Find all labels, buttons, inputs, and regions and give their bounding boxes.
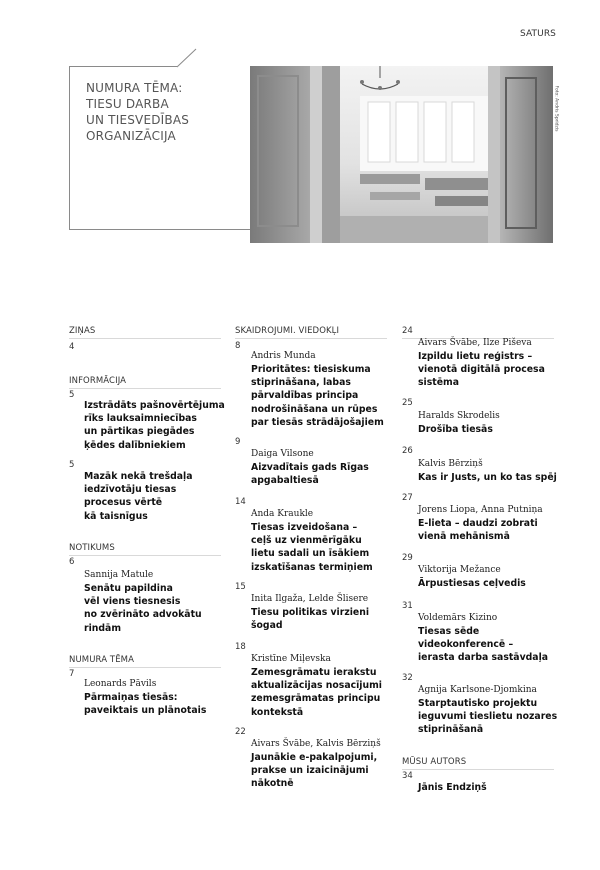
article-author: Leonards Pāvils <box>84 679 157 689</box>
article-author: Viktorija Mežance <box>418 565 501 575</box>
page-number: 18 <box>235 642 246 652</box>
page-number: 27 <box>402 493 413 503</box>
article-title[interactable]: Tiesas sēde videokonferencē – ierasta darba sastāvdaļa <box>418 626 549 664</box>
article-author: Sannija Matule <box>84 570 154 580</box>
page-number: 25 <box>402 398 413 408</box>
page-number: 32 <box>402 673 413 683</box>
article-title[interactable]: Starptautisko projektu ieguvumi tieslietu nozares stiprināšanā <box>418 698 558 736</box>
article-title[interactable]: Drošība tiesās <box>418 424 493 435</box>
article-author: Andris Munda <box>251 351 316 361</box>
page-number: 9 <box>235 437 241 447</box>
article-author: Kristīne Miļevska <box>251 654 331 664</box>
article-author: Haralds Skrodelis <box>418 411 500 421</box>
section-rule <box>402 769 554 770</box>
frame-top-line <box>69 66 177 67</box>
page-number: 31 <box>402 601 413 611</box>
article-title[interactable]: Tiesas izveidošana – ceļš uz vienmērīgāku lietu sadali un īsākiem izskatīšanas termiņiem <box>251 522 373 573</box>
article-author: Anda Kraukle <box>251 509 314 519</box>
page-number: 22 <box>235 727 246 737</box>
frame-bottom-line <box>69 229 250 230</box>
courtroom-photo-image <box>250 66 553 243</box>
page-number: 24 <box>402 326 413 336</box>
article-title[interactable]: Jānis Endziņš <box>418 782 487 793</box>
cover-photo <box>250 66 559 243</box>
page-number: 34 <box>402 771 413 781</box>
section-label-informacija: INFORMĀCIJA <box>69 376 127 386</box>
article-title[interactable]: Izstrādāts pašnovērtējuma rīks lauksaimniecības un pārtikas piegādes ķēdes dalībniekiem <box>84 400 225 451</box>
page-number: 26 <box>402 446 413 456</box>
article-author: Inita Ilgaža, Lelde Šlisere <box>251 594 369 604</box>
page-number: 15 <box>235 582 246 592</box>
article-author: Aivars Švābe, Ilze Piševa <box>418 338 532 348</box>
article-author: Aivars Švābe, Kalvis Bērziņš <box>251 739 381 749</box>
article-title[interactable]: Zemesgrāmatu ierakstu aktualizācijas nosacījumi zemesgrāmatas principu kontekstā <box>251 667 382 718</box>
article-title[interactable]: Pārmaiņas tiesās: paveiktais un plānotais <box>84 692 207 717</box>
article-title[interactable]: Kas ir Justs, un ko tas spēj <box>418 472 557 483</box>
article-title[interactable]: Izpildu lietu reģistrs – vienotā digitālā procesa sistēma <box>418 351 545 389</box>
article-author: Agnija Karlsone-Djomkina <box>418 685 537 695</box>
page-number: 5 <box>69 390 75 400</box>
section-rule <box>235 338 387 339</box>
article-title[interactable]: Prioritātes: tiesiskuma stiprināšana, labas pārvaldības principa nodrošināšana un rūpes par tiesās strādājošajiem <box>251 364 384 428</box>
section-rule <box>69 555 221 556</box>
page-number: 14 <box>235 497 246 507</box>
frame-left-line <box>69 66 70 229</box>
article-title[interactable]: Mazāk nekā trešdaļa iedzīvotāju tiesas procesus vērtē kā taisnīgus <box>84 471 193 522</box>
article-author: Daiga Vilsone <box>251 449 314 459</box>
article-title[interactable]: Aizvadītais gads Rīgas apgabaltiesā <box>251 462 369 487</box>
page-number: 5 <box>69 460 75 470</box>
section-label-skaidrojumi: SKAIDROJUMI. VIEDOKĻI <box>235 326 340 336</box>
article-title[interactable]: E-lieta – daudzi zobrati vienā mehānismā <box>418 518 538 543</box>
section-label-musu-autors: MŪSU AUTORS <box>402 757 467 767</box>
article-title[interactable]: Ārpustiesas ceļvedis <box>418 578 526 589</box>
article-title[interactable]: Tiesu politikas virzieni šogad <box>251 607 370 632</box>
section-label-zinas: ZIŅAS <box>69 326 96 336</box>
article-author: Kalvis Bērziņš <box>418 459 483 469</box>
theme-title: NUMURA TĒMA: TIESU DARBA UN TIESVEDĪBAS ORGANIZĀCIJA <box>86 81 190 143</box>
page-number: 29 <box>402 553 413 563</box>
article-author: Voldemārs Kizino <box>418 613 498 623</box>
article-title[interactable]: Senātu papildina vēl viens tiesnesis no zvērināto advokātu rindām <box>84 583 202 634</box>
article-title[interactable]: Jaunākie e-pakalpojumi, prakse un izaicinājumi nākotnē <box>251 752 378 790</box>
page-number: 6 <box>69 557 75 567</box>
page-number: 8 <box>235 341 241 351</box>
page-number: 4 <box>69 342 75 352</box>
section-rule <box>69 388 221 389</box>
section-rule <box>69 667 221 668</box>
photo-credit: Foto: Andris Spridzis <box>553 85 559 132</box>
section-rule <box>69 338 221 339</box>
frame-diagonal <box>176 48 198 68</box>
section-label-notikums: NOTIKUMS <box>69 543 115 553</box>
article-author: Jorens Liopa, Anna Putniņa <box>418 505 543 515</box>
section-label-numura-tema: NUMURA TĒMA <box>69 655 135 665</box>
page-number: 7 <box>69 669 75 679</box>
section-header: SATURS <box>520 29 556 39</box>
